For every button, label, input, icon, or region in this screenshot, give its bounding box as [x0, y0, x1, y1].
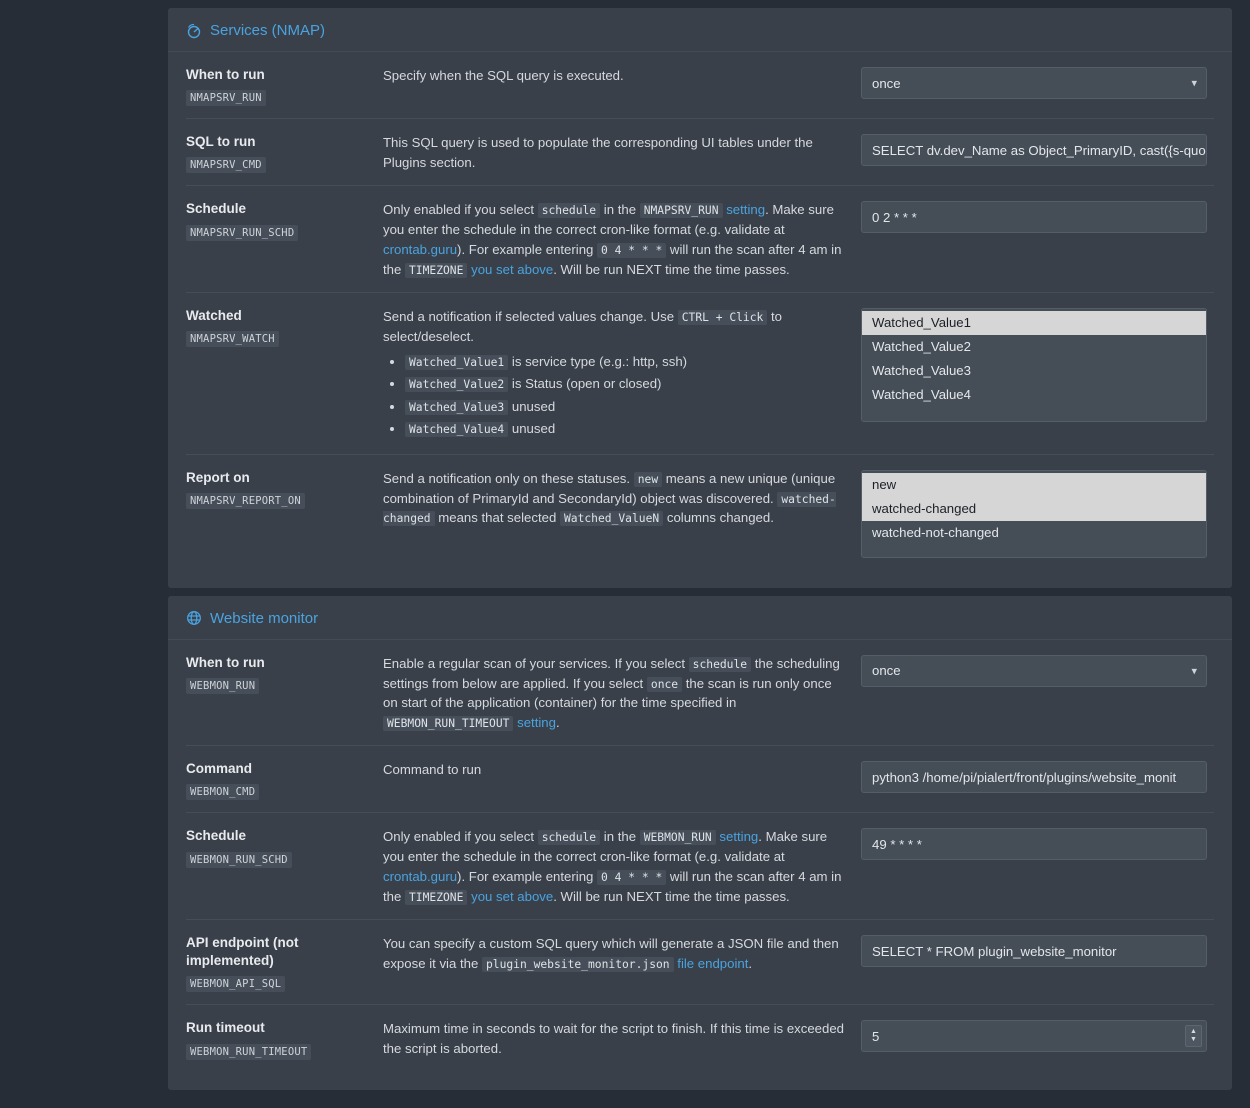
- setting-title: Schedule: [186, 828, 247, 844]
- section-body: [168, 640, 1232, 1090]
- website-monitor-api-endpoint-input-value: SELECT * FROM plugin_website_monitor: [872, 943, 1117, 959]
- services-nmap-sql-to-run-input[interactable]: [861, 134, 1207, 166]
- setting-title: Watched: [186, 308, 242, 324]
- listbox-option[interactable]: Watched_Value1: [862, 311, 1206, 335]
- setting-key: WEBMON_CMD: [186, 784, 259, 800]
- setting-description: Send a notification only on these statuses. new means a new unique (unique combination of PrimaryId and SecondaryId) object was discovered. watched-changed means that selected Watched_ValueN columns changed.: [383, 470, 836, 526]
- setting-label-col: [186, 1019, 383, 1059]
- setting-row: [186, 1005, 1214, 1071]
- website-monitor-command-input[interactable]: [861, 761, 1207, 793]
- section-website-monitor: [168, 596, 1232, 1090]
- setting-description: Command to run: [383, 762, 482, 778]
- setting-key: NMAPSRV_RUN_SCHD: [186, 225, 298, 241]
- listbox-option[interactable]: watched-changed: [862, 497, 1206, 521]
- setting-label-col: [186, 66, 383, 106]
- website-monitor-schedule-input[interactable]: [861, 828, 1207, 860]
- website-monitor-command-input-value: python3 /home/pi/pialert/front/plugins/website_monit: [872, 769, 1177, 785]
- radar-icon: [186, 23, 202, 39]
- setting-key: WEBMON_RUN_TIMEOUT: [186, 1044, 311, 1060]
- setting-key: WEBMON_RUN: [186, 678, 259, 694]
- setting-field: [861, 654, 1214, 687]
- setting-description: Only enabled if you select schedule in the WEBMON_RUN setting. Make sure you enter the schedule in the correct cron-like format (e.g. validate at crontab.guru). For example entering 0 4 * * * will run the scan after 4 am in the TIMEZONE you set above. Will be run NEXT time the time passes.: [383, 829, 842, 905]
- setting-key: NMAPSRV_CMD: [186, 157, 266, 173]
- setting-title: Command: [186, 761, 253, 777]
- services-nmap-sql-to-run-input-value: SELECT dv.dev_Name as Object_PrimaryID, cast({s-quo: [872, 142, 1206, 158]
- setting-field: [861, 200, 1214, 233]
- section-services-nmap: [168, 8, 1232, 588]
- listbox-option[interactable]: Watched_Value4: [872, 387, 971, 403]
- website-monitor-when-to-run-select[interactable]: [861, 655, 1207, 687]
- setting-title: When to run: [186, 67, 265, 82]
- setting-label-col: [186, 133, 383, 173]
- services-nmap-watched-listbox[interactable]: [861, 308, 1207, 422]
- section-title: Services (NMAP): [210, 22, 326, 39]
- number-stepper[interactable]: ▲ ▼: [1185, 1025, 1202, 1047]
- setting-field: [861, 307, 1214, 422]
- section-body: [168, 52, 1232, 588]
- setting-description: This SQL query is used to populate the corresponding UI tables under the Plugins section.: [383, 135, 813, 171]
- section-title: Website monitor: [210, 609, 319, 627]
- setting-field: [861, 1019, 1214, 1052]
- listbox-option[interactable]: new: [862, 473, 1206, 497]
- setting-title: SQL to run: [186, 134, 256, 150]
- website-monitor-run-timeout-number-input[interactable]: [861, 1020, 1207, 1052]
- services-nmap-when-to-run-select-value: once: [872, 75, 901, 91]
- setting-description: Send a notification if selected values change. Use CTRL + Click to select/deselect. • Watched_Value1 is service type (e.g.: http, ssh) • Watched_Value2 is Status (open or closed) • Watched_Value3 unused • Watched_Value4 unused: [383, 307, 861, 442]
- setting-key: WEBMON_RUN_SCHD: [186, 852, 292, 868]
- website-monitor-run-timeout-input-value: 5: [872, 1028, 880, 1044]
- listbox-option[interactable]: watched-not-changed: [872, 524, 999, 540]
- setting-description: You can specify a custom SQL query which will generate a JSON file and then expose it via the plugin_website_monitor.json file endpoint.: [383, 936, 839, 971]
- setting-row: [186, 746, 1214, 813]
- setting-field: [861, 827, 1214, 860]
- setting-row: [186, 293, 1214, 455]
- setting-label-col: [186, 934, 383, 992]
- setting-description: Enable a regular scan of your services. If you select schedule the scheduling settings from below are applied. If you select once the scan is run only once on start of the application (container) for the time specified in WEBMON_RUN_TIMEOUT setting.: [383, 655, 840, 731]
- setting-row: [186, 920, 1214, 1005]
- setting-row: [186, 455, 1214, 570]
- setting-field: [861, 469, 1214, 558]
- setting-description: Specify when the SQL query is executed.: [383, 68, 624, 83]
- setting-row: [186, 813, 1214, 920]
- section-header: [168, 8, 1232, 52]
- services-nmap-when-to-run-select[interactable]: [861, 67, 1207, 99]
- setting-field: [861, 66, 1214, 99]
- setting-key: NMAPSRV_REPORT_ON: [186, 493, 305, 509]
- services-nmap-report-on-listbox[interactable]: [861, 470, 1207, 558]
- setting-title: API endpoint (not implemented): [186, 935, 299, 969]
- chevron-down-icon: ▾: [1191, 665, 1197, 678]
- setting-row: [186, 52, 1214, 119]
- setting-label-col: [186, 827, 383, 867]
- services-nmap-schedule-input-value: 0 2 * * *: [872, 209, 917, 225]
- setting-key: NMAPSRV_RUN: [186, 90, 266, 106]
- setting-row: [186, 640, 1214, 747]
- website-monitor-schedule-input-value: 49 * * * *: [872, 836, 922, 852]
- website-monitor-api-endpoint-input[interactable]: [861, 935, 1207, 967]
- services-nmap-schedule-input[interactable]: [861, 201, 1207, 233]
- setting-key: NMAPSRV_WATCH: [186, 331, 279, 347]
- section-header: [168, 596, 1232, 640]
- listbox-option[interactable]: Watched_Value2: [872, 339, 971, 355]
- setting-label-col: [186, 200, 383, 240]
- setting-title: When to run: [186, 654, 265, 670]
- setting-title: Run timeout: [186, 1020, 265, 1036]
- setting-description: Only enabled if you select schedule in the NMAPSRV_RUN setting. Make sure you enter the schedule in the correct cron-like format (e.g. validate at crontab.guru). For example entering 0 4 * * * will run the scan after 4 am in the TIMEZONE you set above. Will be run NEXT time the time passes.: [383, 202, 842, 278]
- left-gutter: [0, 0, 140, 1000]
- chevron-down-icon: ▾: [1191, 77, 1197, 90]
- setting-field: [861, 760, 1214, 793]
- setting-title: Report on: [186, 469, 250, 485]
- settings-content: [140, 0, 1250, 1058]
- setting-title: Schedule: [186, 201, 247, 217]
- setting-row: [186, 119, 1214, 186]
- globe-icon: [186, 610, 202, 626]
- setting-field: [861, 133, 1214, 166]
- setting-key: WEBMON_API_SQL: [186, 976, 285, 992]
- setting-description: Maximum time in seconds to wait for the script to finish. If this time is exceeded the script is aborted.: [383, 1021, 845, 1057]
- setting-label-col: [186, 654, 383, 694]
- website-monitor-when-to-run-select-value: once: [872, 663, 901, 679]
- setting-field: [861, 934, 1214, 967]
- setting-label-col: [186, 307, 383, 347]
- setting-row: [186, 186, 1214, 293]
- listbox-option[interactable]: Watched_Value3: [872, 363, 971, 379]
- setting-label-col: [186, 469, 383, 509]
- setting-label-col: [186, 760, 383, 800]
